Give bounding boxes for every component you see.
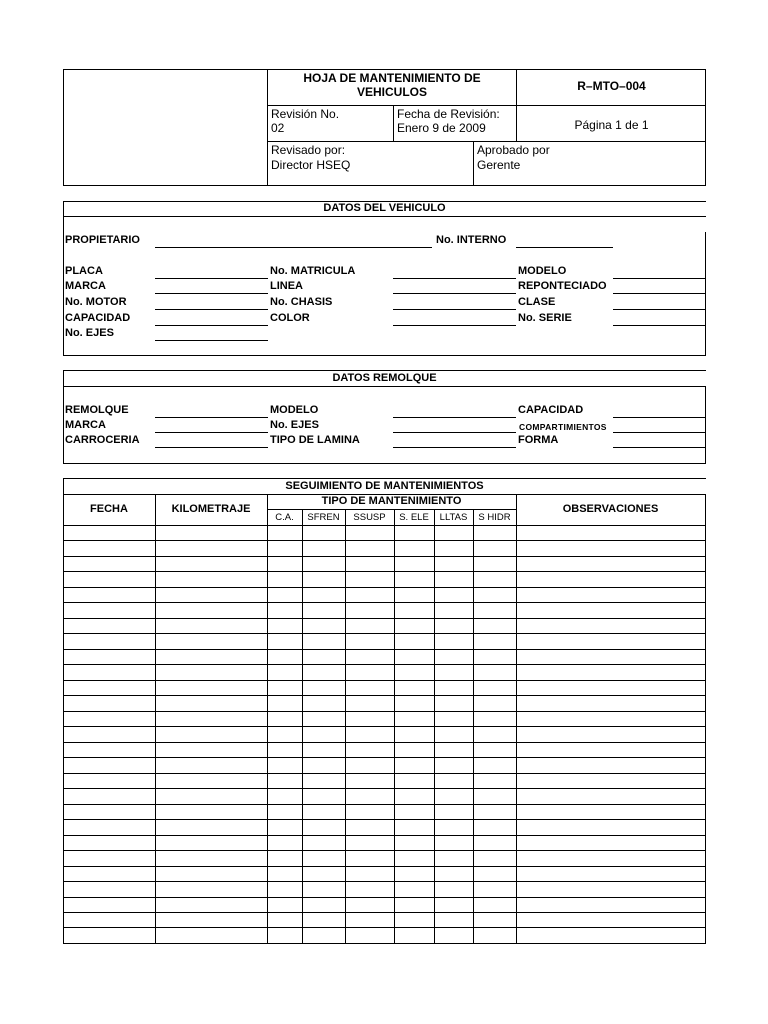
modelo-field[interactable] [613, 278, 705, 279]
col-kilometraje-header: KILOMETRAJE [171, 503, 251, 515]
reponteciado-field[interactable] [613, 293, 705, 294]
remolque-marca-field[interactable] [155, 432, 268, 433]
table-row-line [63, 866, 706, 867]
color-label: COLOR [270, 312, 310, 324]
remolque-marca-label: MARCA [65, 419, 106, 431]
tipo-lamina-field[interactable] [393, 447, 516, 448]
col-observaciones-header: OBSERVACIONES [562, 503, 659, 515]
col-tipo-header: TIPO DE MANTENIMIENTO [321, 495, 462, 507]
remolque-capacidad-field[interactable] [613, 417, 705, 418]
aprobado-label: Aprobado por [477, 143, 550, 157]
propietario-field[interactable] [155, 247, 432, 248]
compartimientos-label: COMPARTIMIENTOS [519, 422, 607, 432]
vehiculo-section-title: DATOS DEL VEHICULO [323, 202, 446, 214]
clase-label: CLASE [518, 296, 556, 308]
carroceria-field[interactable] [155, 447, 268, 448]
table-row-line [63, 571, 706, 572]
document-title-line1: HOJA DE MANTENIMIENTO DE [303, 71, 481, 85]
no-interno-label: No. INTERNO [436, 234, 507, 246]
vehiculo-bottom-line [63, 355, 706, 356]
carroceria-label: CARROCERIA [65, 434, 140, 446]
document-title [268, 71, 516, 99]
table-column-line [705, 494, 706, 943]
table-row-line [63, 804, 706, 805]
reponteciado-label: REPONTECIADO [518, 280, 607, 292]
header-row-divider-2 [267, 141, 706, 142]
table-row-line [63, 912, 706, 913]
marca-field[interactable] [155, 293, 268, 294]
revision-value: 02 [271, 121, 285, 135]
remolque-bottom-line [63, 463, 706, 464]
remolque-modelo-label: MODELO [270, 404, 319, 416]
table-row-line [63, 587, 706, 588]
tipo-lamina-label: TIPO DE LAMINA [270, 434, 360, 446]
table-row-line [63, 757, 706, 758]
table-row-line [63, 897, 706, 898]
header-revision-divider [393, 105, 394, 142]
no-interno-field[interactable] [516, 247, 613, 248]
remolque-no-ejes-field[interactable] [393, 432, 516, 433]
table-row-line [63, 633, 706, 634]
pagina-text: Página 1 de 1 [574, 118, 649, 132]
remolque-modelo-field[interactable] [393, 417, 516, 418]
no-ejes-field[interactable] [155, 340, 268, 341]
no-serie-label: No. SERIE [518, 312, 572, 324]
col-ca-header: C.A. [275, 512, 294, 523]
table-row-line [63, 819, 706, 820]
revision-label: Revisión No. [271, 107, 340, 121]
col-sele-header: S. ELE [399, 512, 429, 523]
table-row-line [63, 540, 706, 541]
tipo-subheader-line [267, 509, 516, 510]
col-shidr-header: S HIDR [478, 512, 511, 523]
modelo-label: MODELO [518, 265, 567, 277]
remolque-right-border [705, 386, 706, 464]
capacidad-label: CAPACIDAD [65, 312, 131, 324]
no-motor-field[interactable] [155, 309, 268, 310]
document-code: R–MTO–004 [577, 79, 646, 93]
linea-label: LINEA [270, 280, 303, 292]
remolque-field[interactable] [155, 417, 268, 418]
table-row-line [63, 649, 706, 650]
no-chasis-field[interactable] [393, 309, 516, 310]
table-subcolumn-line [345, 509, 346, 943]
table-row-line [63, 835, 706, 836]
table-subcolumn-line [302, 509, 303, 943]
document-title-line2: VEHICULOS [356, 85, 427, 99]
vehiculo-left-border [63, 201, 64, 356]
remolque-left-border [63, 370, 64, 464]
placa-field[interactable] [155, 278, 268, 279]
table-subcolumn-line [473, 509, 474, 943]
no-chasis-label: No. CHASIS [270, 296, 333, 308]
marca-label: MARCA [65, 280, 106, 292]
table-row-line [63, 943, 706, 944]
no-serie-field[interactable] [613, 325, 705, 326]
table-row-line [63, 927, 706, 928]
header-aprobado-divider [473, 141, 474, 186]
revisado-value: Director HSEQ [271, 158, 351, 172]
forma-label: FORMA [518, 434, 559, 446]
table-column-line [267, 494, 268, 943]
placa-label: PLACA [65, 265, 103, 277]
table-row-line [63, 664, 706, 665]
table-row-line [63, 726, 706, 727]
no-motor-label: No. MOTOR [65, 296, 127, 308]
table-row-line [63, 602, 706, 603]
table-row-line [63, 881, 706, 882]
fecha-revision-label: Fecha de Revisión: [397, 107, 500, 121]
col-sfren-header: SFREN [307, 512, 340, 523]
color-field[interactable] [393, 325, 516, 326]
remolque-no-ejes-label: No. EJES [270, 419, 319, 431]
no-matricula-label: No. MATRICULA [270, 265, 356, 277]
table-row-line [63, 556, 706, 557]
table-row-line [63, 850, 706, 851]
no-ejes-label: No. EJES [65, 327, 114, 339]
clase-field[interactable] [613, 309, 705, 310]
table-row-line [63, 618, 706, 619]
remolque-top-line [63, 370, 706, 371]
col-fecha-header: FECHA [90, 503, 128, 515]
col-ssusp-header: SSUSP [353, 512, 386, 523]
table-subcolumn-line [434, 509, 435, 943]
capacidad-field[interactable] [155, 325, 268, 326]
col-lltas-header: LLTAS [439, 512, 468, 523]
table-column-line [155, 494, 156, 943]
vehiculo-title-line [63, 216, 706, 217]
revisado-label: Revisado por: [271, 143, 346, 157]
table-subcolumn-line [394, 509, 395, 943]
compartimientos-field[interactable] [613, 432, 705, 433]
table-header-bottom-line [63, 525, 706, 526]
table-row-line [63, 788, 706, 789]
no-matricula-field[interactable] [393, 278, 516, 279]
fecha-revision-value: Enero 9 de 2009 [397, 121, 486, 135]
remolque-capacidad-label: CAPACIDAD [518, 404, 584, 416]
header-row-divider-1 [267, 105, 706, 106]
aprobado-value: Gerente [477, 158, 521, 172]
seguimiento-top-line [63, 478, 706, 479]
remolque-title-line [63, 386, 706, 387]
table-row-line [63, 773, 706, 774]
forma-field[interactable] [613, 447, 705, 448]
vehiculo-right-border [705, 232, 706, 356]
remolque-label: REMOLQUE [65, 404, 129, 416]
table-row-line [63, 742, 706, 743]
table-column-line [516, 494, 517, 943]
remolque-section-title: DATOS REMOLQUE [332, 372, 437, 384]
linea-field[interactable] [393, 293, 516, 294]
seguimiento-section-title: SEGUIMIENTO DE MANTENIMIENTOS [285, 480, 484, 492]
propietario-label: PROPIETARIO [65, 234, 140, 246]
table-row-line [63, 680, 706, 681]
table-row-line [63, 695, 706, 696]
table-row-line [63, 711, 706, 712]
